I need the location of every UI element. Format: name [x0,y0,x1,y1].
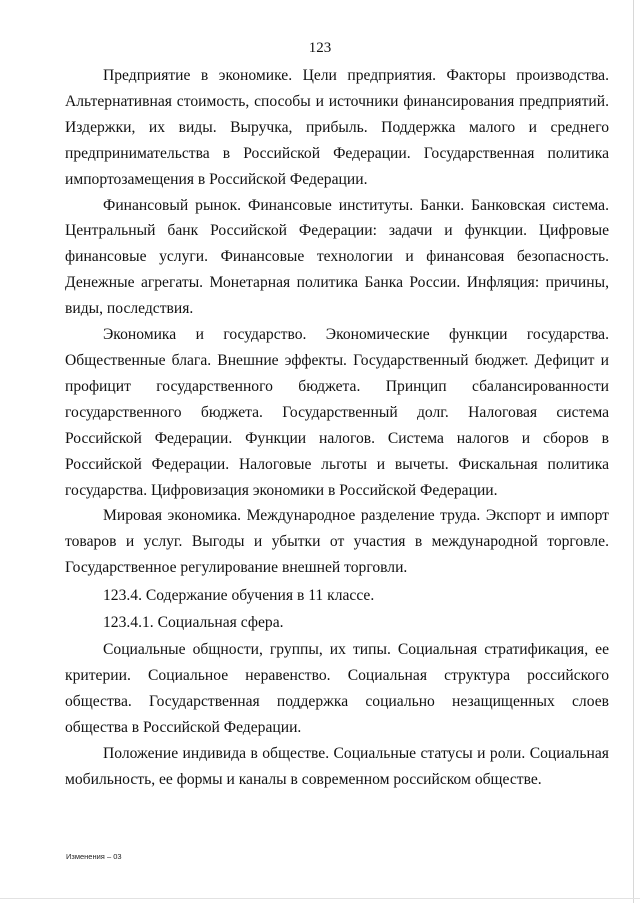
subsection-heading-social-sphere: 123.4.1. Социальная сфера. [103,614,284,632]
footer-revision-note: Изменения – 03 [66,852,122,861]
paragraph-enterprise: Предприятие в экономике. Цели предприятия. Факторы производства. Альтернативная стоимость, способы и источники финансирования предприятий. Издержки, их виды. Выручка, прибыль. Поддержка малого и среднего предпринимательства в Российской Федерации. Государственная политика импортозамещения в Российской Федерации. [65,67,609,188]
section-heading-grade-11: 123.4. Содержание обучения в 11 классе. [103,586,375,604]
paragraph-economy-and-state: Экономика и государство. Экономические функции государства. Общественные блага. Внешние эффекты. Государственный бюджет. Дефицит и профицит государственного бюджета. Принцип сбалансированности государственного бюджета. Государственный долг. Налоговая система Российской Федерации. Функции налогов. Система налогов и сборов в Российской Федерации. Налоговые льготы и вычеты. Фискальная политика государства. Цифровизация экономики в Российской Федерации. [65,326,609,499]
paragraph-social-communities: Социальные общности, группы, их типы. Социальная стратификация, ее критерии. Социальное неравенство. Социальная структура российского общества. Государственная поддержка социально незащищенных слоев общества в Российской Федерации. [65,641,609,737]
paragraph-individual-position: Положение индивида в обществе. Социальные статусы и роли. Социальная мобильность, ее формы и каналы в современном российском обществе. [65,745,609,788]
paragraph-financial-market: Финансовый рынок. Финансовые институты. Банки. Банковская система. Центральный банк Российской Федерации: задачи и функции. Цифровые финансовые услуги. Финансовые технологии и финансовая безопасность. Денежные агрегаты. Монетарная политика Банка России. Инфляция: причины, виды, последствия. [65,196,609,318]
paragraph-world-economy: Мировая экономика. Международное разделение труда. Экспорт и импорт товаров и услуг. Выгоды и убытки от участия в международной торговле. Государственное регулирование внешней торговли. [65,507,609,577]
body-text [65,63,609,793]
scan-edge-bottom [0,898,640,899]
scan-edge-right [633,0,634,903]
page-number: 123 [308,40,332,56]
